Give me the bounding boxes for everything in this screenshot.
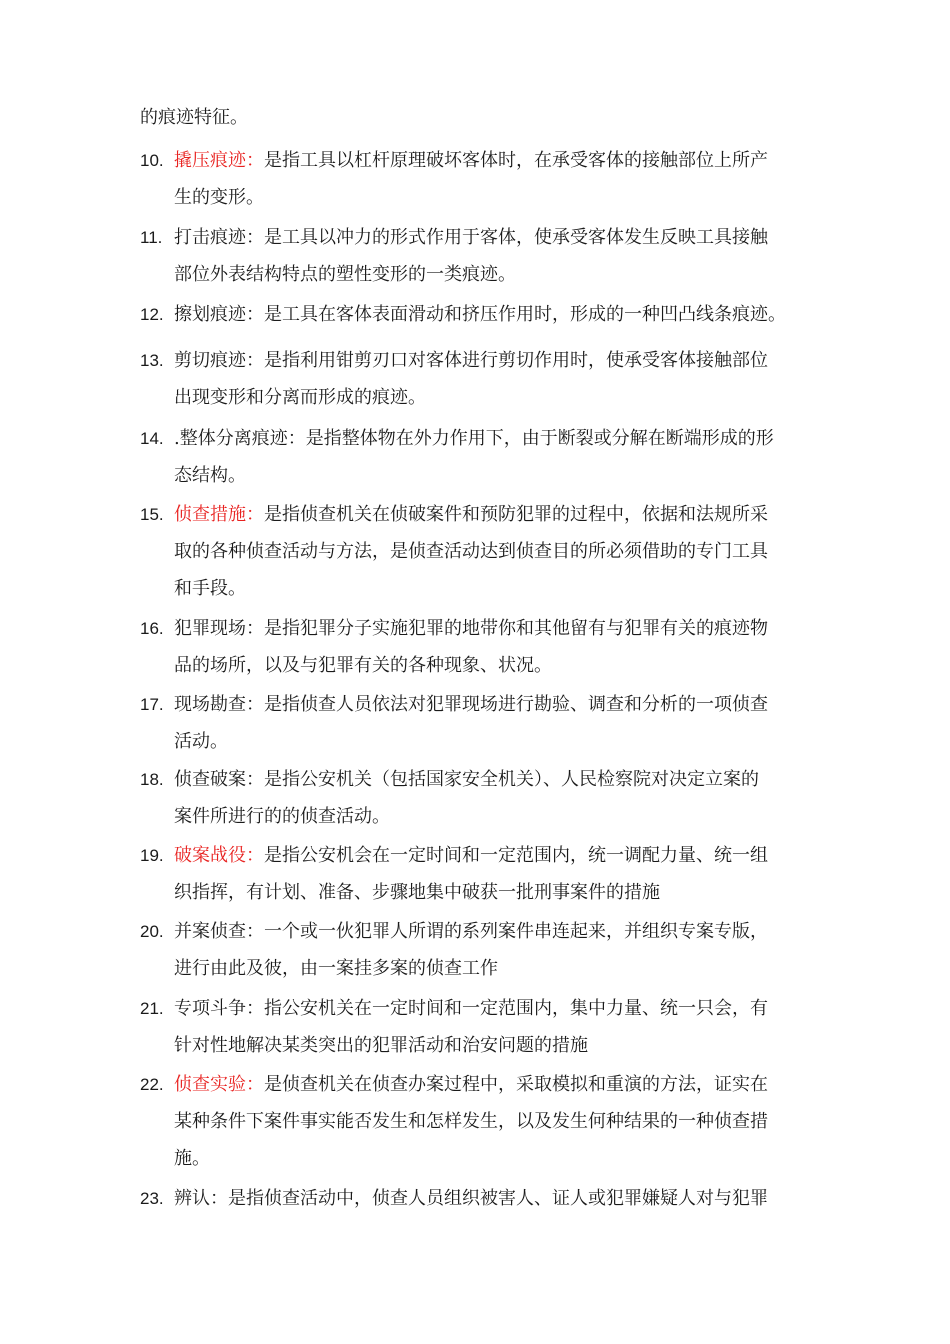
- definition-text: 出现变形和分离而形成的痕迹。: [174, 387, 426, 408]
- definition-text: 是工具在客体表面滑动和挤压作用时，形成的一种凹凸线条痕迹。: [264, 304, 786, 325]
- term-label: 打击痕迹: [174, 227, 246, 248]
- item-line: [140, 837, 830, 874]
- term-label: .整体分离痕迹: [174, 428, 288, 449]
- item-line: [140, 256, 830, 293]
- term-label: 撬压痕迹: [174, 150, 246, 171]
- list-item: [140, 496, 830, 607]
- item-line: [140, 570, 830, 607]
- definition-text: 一个或一伙犯罪人所谓的系列案件串连起来，并组织专案专版，: [264, 921, 768, 942]
- item-line: [140, 533, 830, 570]
- term-label: 剪切痕迹: [174, 350, 246, 371]
- term-label: 侦查措施: [174, 504, 246, 525]
- term-colon: ：: [210, 1188, 228, 1209]
- list-item: [140, 610, 830, 684]
- item-line: [140, 1180, 830, 1217]
- definition-text: 针对性地解决某类突出的犯罪活动和治安问题的措施: [174, 1035, 588, 1056]
- definition-text: 和手段。: [174, 578, 246, 599]
- lead-fragment: 的痕迹特征。: [140, 107, 248, 128]
- definition-text: 是指利用钳剪刃口对客体进行剪切作用时，使承受客体接触部位: [264, 350, 768, 371]
- item-number: 17.: [140, 695, 164, 714]
- item-line: [140, 142, 830, 179]
- list-item: [140, 219, 830, 293]
- item-number: 15.: [140, 505, 164, 524]
- list-item: [140, 1066, 830, 1177]
- item-number: 22.: [140, 1075, 164, 1094]
- definition-text: 生的变形。: [174, 187, 264, 208]
- list-item: [140, 837, 830, 911]
- term-colon: ：: [287, 428, 306, 449]
- definition-text: 是指公安机关（包括国家安全机关）、人民检察院对决定立案的: [264, 769, 759, 790]
- item-number: 23.: [140, 1189, 164, 1208]
- list-item: [140, 990, 830, 1064]
- definition-text: 活动。: [174, 731, 228, 752]
- definition-text: 是工具以冲力的形式作用于客体，使承受客体发生反映工具接触: [264, 227, 768, 248]
- item-line: [140, 761, 830, 798]
- list-item: [140, 686, 830, 760]
- definition-text: 是侦查机关在侦查办案过程中，采取模拟和重演的方法，证实在: [264, 1074, 768, 1095]
- item-number: 13.: [140, 351, 164, 370]
- term-colon: ：: [246, 845, 264, 866]
- term-colon: ：: [246, 304, 264, 325]
- item-line: [140, 798, 830, 835]
- item-number: 18.: [140, 770, 164, 789]
- list-item: [140, 296, 830, 333]
- definition-text: 某种条件下案件事实能否发生和怎样发生，以及发生何种结果的一种侦查措: [174, 1111, 768, 1132]
- definition-text: 织指挥，有计划、准备、步骤地集中破获一批刑事案件的措施: [174, 882, 660, 903]
- item-number: 12.: [140, 305, 164, 324]
- term-label: 擦划痕迹: [174, 304, 246, 325]
- item-number: 11.: [140, 228, 163, 247]
- term-label: 犯罪现场: [174, 618, 246, 639]
- definition-text: 进行由此及彼，由一案挂多案的侦查工作: [174, 958, 498, 979]
- list-item: [140, 761, 830, 835]
- term-colon: ：: [246, 227, 264, 248]
- item-line: [140, 950, 830, 987]
- term-colon: ：: [246, 769, 264, 790]
- item-number: 19.: [140, 846, 164, 865]
- item-line: [140, 420, 830, 457]
- item-line: [140, 647, 830, 684]
- definition-text: 是指侦查活动中，侦查人员组织被害人、证人或犯罪嫌疑人对与犯罪: [228, 1188, 768, 1209]
- definition-text: 施。: [174, 1148, 210, 1169]
- term-colon: ：: [246, 350, 264, 371]
- list-item: [140, 913, 830, 987]
- term-label: 专项斗争: [174, 998, 246, 1019]
- item-line: [140, 342, 830, 379]
- definition-text: 是指犯罪分子实施犯罪的地带你和其他留有与犯罪有关的痕迹物: [264, 618, 768, 639]
- item-line: [140, 496, 830, 533]
- item-number: 16.: [140, 619, 164, 638]
- definition-text: 指公安机关在一定时间和一定范围内，集中力量、统一只会，有: [264, 998, 768, 1019]
- item-line: [140, 296, 830, 333]
- definition-text: 是指整体物在外力作用下，由于断裂或分解在断端形成的形: [305, 428, 774, 449]
- item-line: [140, 723, 830, 760]
- item-line: [140, 1066, 830, 1103]
- term-colon: ：: [246, 921, 264, 942]
- list-item: [140, 1180, 830, 1217]
- item-line: [140, 179, 830, 216]
- definition-text: 部位外表结构特点的塑性变形的一类痕迹。: [174, 264, 516, 285]
- term-label: 现场勘查: [174, 694, 246, 715]
- term-colon: ：: [246, 1074, 264, 1095]
- list-item: [140, 342, 830, 416]
- term-label: 侦查实验: [174, 1074, 246, 1095]
- item-number: 21.: [140, 999, 164, 1018]
- term-label: 辨认: [174, 1188, 210, 1209]
- definition-text: 取的各种侦查活动与方法，是侦查活动达到侦查目的所必须借助的专门工具: [174, 541, 768, 562]
- list-item: [140, 420, 830, 494]
- definition-text: 案件所进行的的侦查活动。: [174, 806, 390, 827]
- definition-text: 是指侦查机关在侦破案件和预防犯罪的过程中，依据和法规所采: [264, 504, 768, 525]
- term-label: 侦查破案: [174, 769, 246, 790]
- definition-text: 是指工具以杠杆原理破坏客体时，在承受客体的接触部位上所产: [264, 150, 768, 171]
- item-line: [140, 1140, 830, 1177]
- term-label: 并案侦查: [174, 921, 246, 942]
- term-colon: ：: [246, 618, 264, 639]
- item-line: [140, 379, 830, 416]
- term-label: 破案战役: [174, 845, 246, 866]
- term-colon: ：: [246, 150, 264, 171]
- item-line: [140, 1027, 830, 1064]
- list-item: [140, 142, 830, 216]
- term-colon: ：: [246, 694, 264, 715]
- item-line: [140, 219, 830, 256]
- term-colon: ：: [246, 998, 264, 1019]
- item-line: [140, 874, 830, 911]
- term-colon: ：: [246, 504, 264, 525]
- definition-text: 态结构。: [174, 465, 246, 486]
- item-line: [140, 610, 830, 647]
- definition-text: 是指公安机会在一定时间和一定范围内，统一调配力量、统一组: [264, 845, 768, 866]
- definition-text: 是指侦查人员依法对犯罪现场进行勘验、调查和分析的一项侦查: [264, 694, 768, 715]
- item-number: 10.: [140, 151, 164, 170]
- item-line: [140, 1103, 830, 1140]
- item-line: [140, 686, 830, 723]
- item-number: 20.: [140, 922, 164, 941]
- item-line: [140, 990, 830, 1027]
- item-number: 14.: [140, 429, 164, 448]
- item-line: [140, 457, 830, 494]
- definition-text: 品的场所，以及与犯罪有关的各种现象、状况。: [174, 655, 552, 676]
- item-line: [140, 913, 830, 950]
